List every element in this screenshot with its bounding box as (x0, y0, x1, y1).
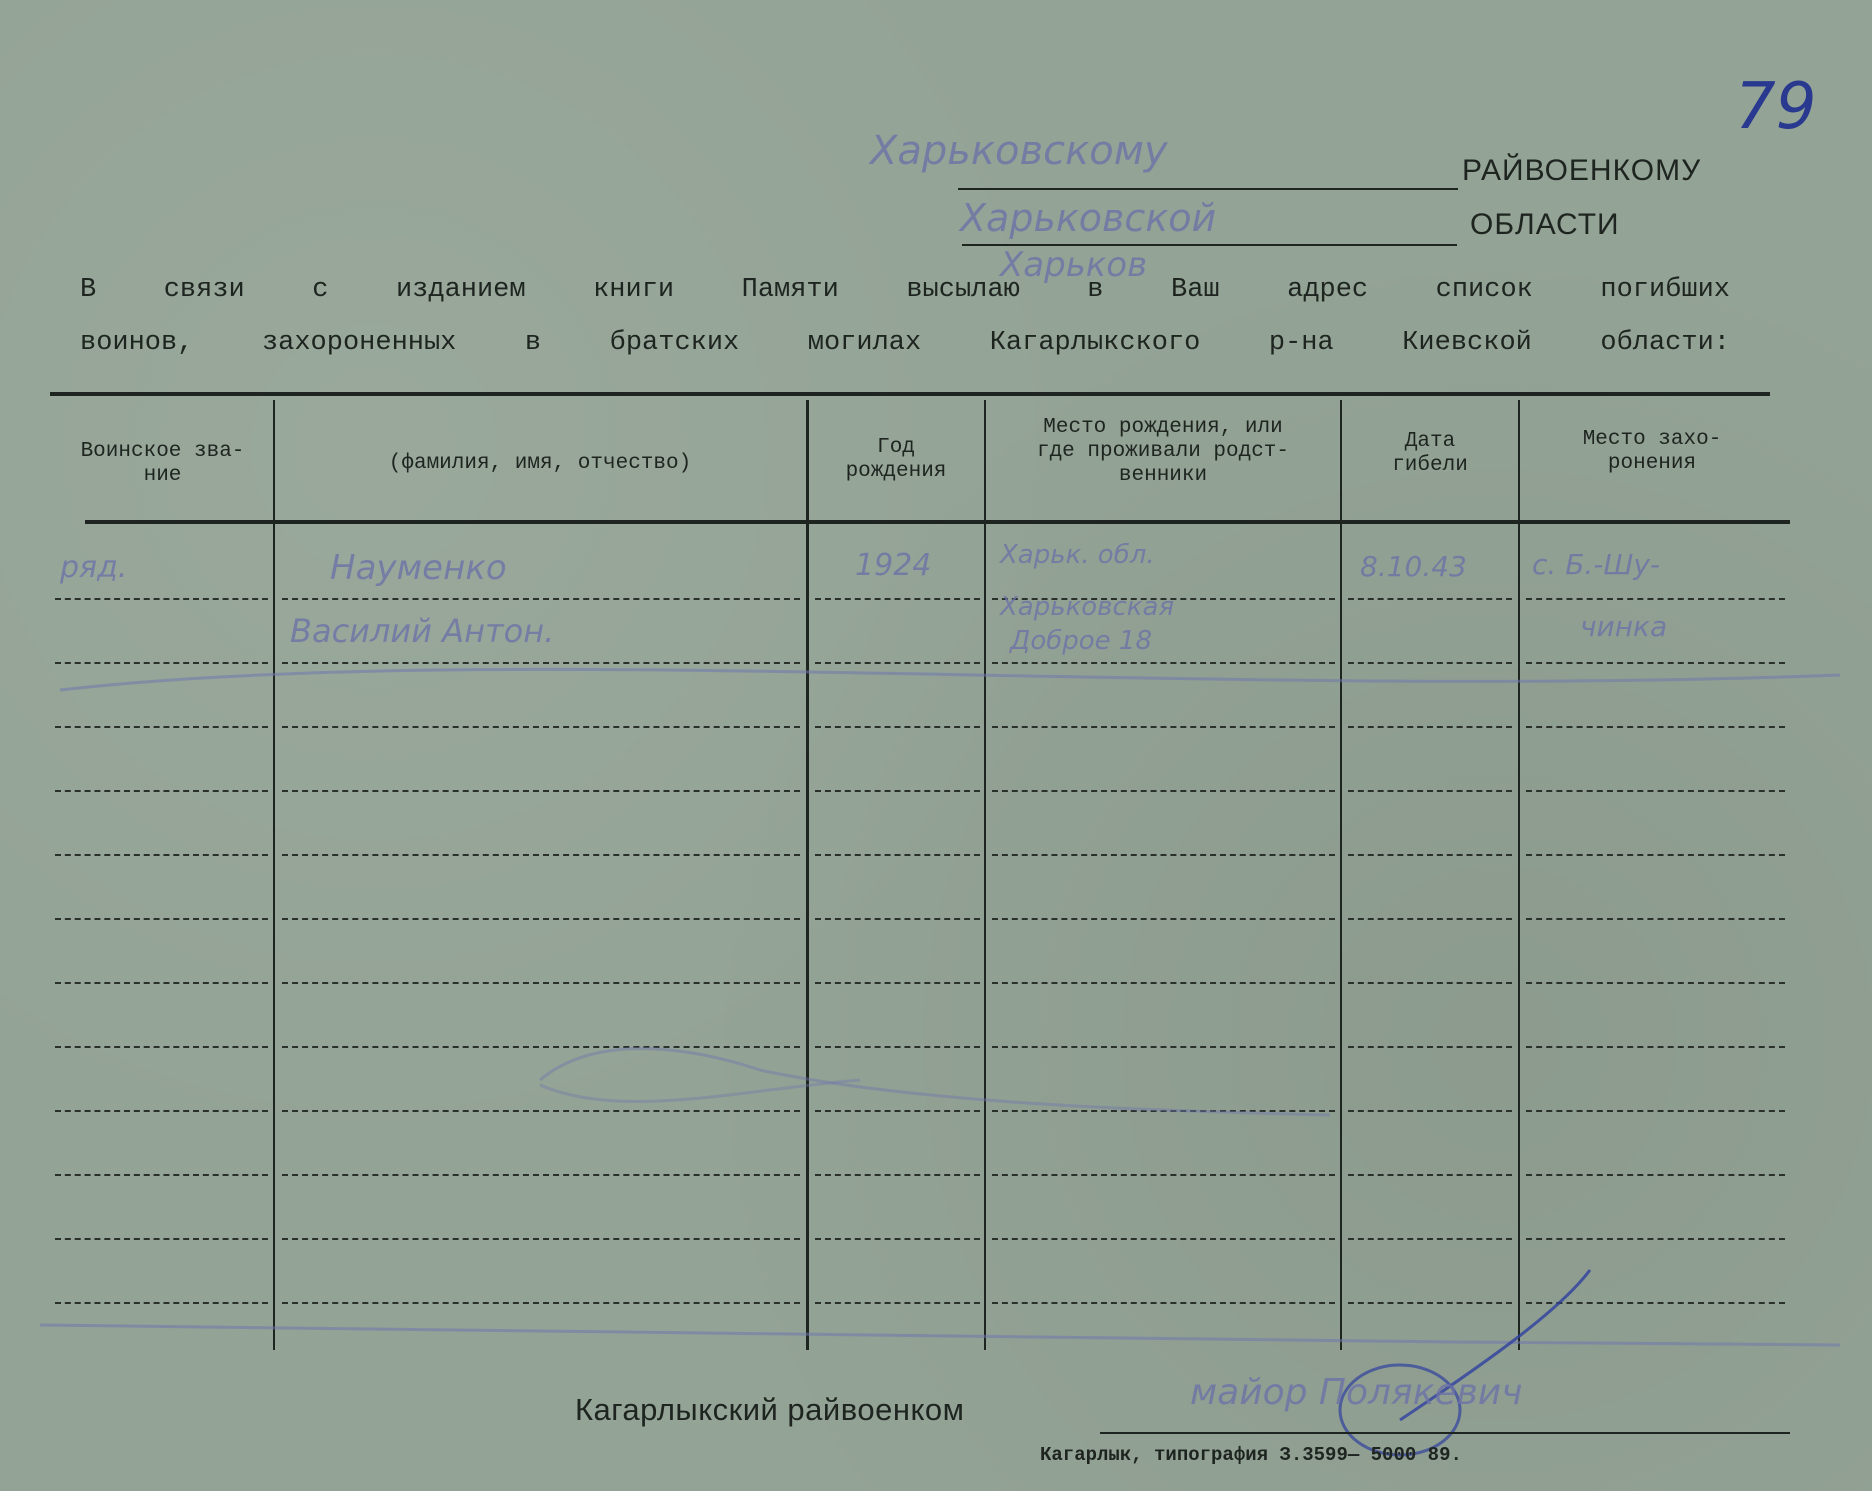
intro-line-2: воинов, захороненных в братских могилах Кагарлыкского р-на Киевской области: (80, 328, 1730, 358)
archive-number: 79 (1735, 70, 1817, 144)
header-birth-year: Год рождения (845, 436, 947, 483)
raivoenkom-label: РАЙВОЕНКОМУ (1462, 154, 1702, 187)
cell-birthplace-2: Харьковская (1000, 592, 1175, 622)
office-label: Кагарлыкский райвоенком (575, 1392, 965, 1427)
header-rank: Вoинское зва- ние (80, 440, 245, 487)
header-death-date: Дата гибели (1392, 430, 1468, 477)
printer-imprint: Кагарлык, типография З.3599— 5000 89. (1040, 1444, 1462, 1466)
cell-name-surname: Науменко (330, 548, 507, 588)
cell-name-given: Василий Антон. (290, 612, 555, 650)
signature-line (1100, 1432, 1790, 1434)
city-handwritten: Харьков (1000, 245, 1148, 285)
cell-burial-place-1: с. Б.-Шу- (1532, 548, 1661, 581)
header-birthplace: Место рождения, или где проживали родст- венники (1036, 416, 1290, 487)
signature-handwritten: майор Полякевич (1190, 1372, 1523, 1413)
cell-birth-year: 1924 (855, 548, 932, 583)
intro-line-1: В связи с изданием книги Памяти высылаю в Ваш адрес список погибших (80, 275, 1730, 305)
oblast-label: ОБЛАСТИ (1470, 208, 1620, 241)
cell-burial-place-2: чинка (1580, 610, 1668, 643)
region-handwritten: Харьковской (960, 196, 1217, 240)
header-name: (фамилия, имя, отчество) (388, 452, 692, 475)
header-burial-place: Место захо- ронения (1582, 428, 1722, 475)
recipient-handwritten: Харьковскому (870, 128, 1168, 174)
cell-rank: ряд. (60, 550, 128, 585)
cell-birthplace-1: Харьк. обл. (1000, 540, 1155, 570)
cell-death-date: 8.10.43 (1360, 550, 1467, 583)
cell-birthplace-3: Доброе 18 (1010, 626, 1153, 656)
